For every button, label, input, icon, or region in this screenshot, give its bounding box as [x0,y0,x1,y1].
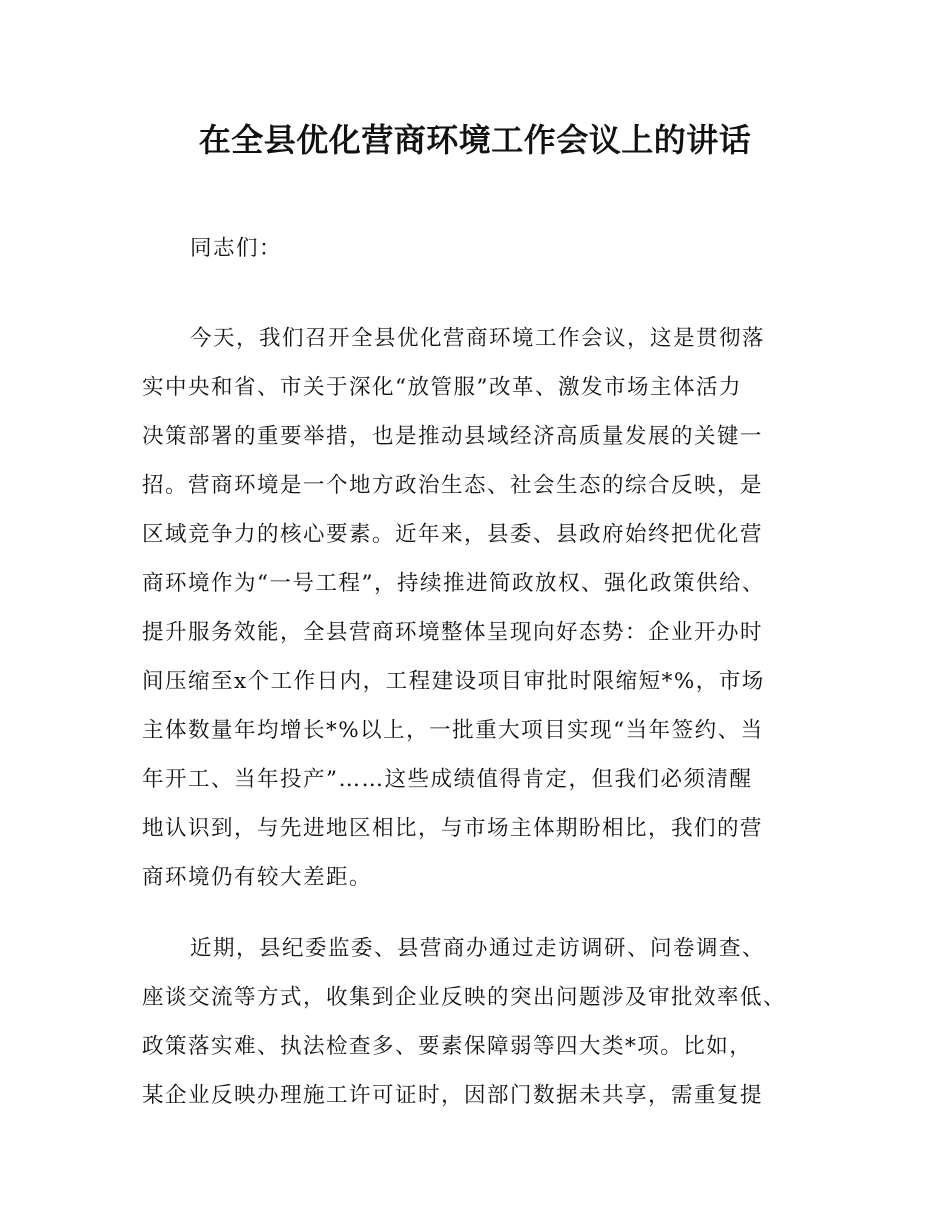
paragraph-2 [142,924,828,1120]
paragraph-line: 实中央和省、市关于深化“放管服”改革、激发市场主体活力 [142,375,742,400]
paragraph-line: 商环境作为“一号工程”，持续推进简政放权、强化政策供给、 [142,571,765,596]
paragraph-line: 间压缩至x个工作日内，工程建设项目审批时限缩短*%，市场 [142,669,765,694]
paragraph-line: 政策落实难、执法检查多、要素保障弱等四大类*项。比如， [142,1034,753,1059]
paragraph-line: 主体数量年均增长*%以上，一批重大项目实现“当年签约、当 [142,718,764,743]
paragraph-line: 地认识到，与先进地区相比，与市场主体期盼相比，我们的营 [142,816,764,841]
paragraph-line: 座谈交流等方式，收集到企业反映的突出问题涉及审批效率低、 [142,985,787,1010]
paragraph-line: 今天，我们召开全县优化营商环境工作会议，这是贯彻落 [190,326,766,351]
paragraph-line: 商环境仍有较大差距。 [142,865,373,890]
paragraph-line: 年开工、当年投产”……这些成绩值得肯定，但我们必须清醒 [142,767,753,792]
paragraph-1 [142,314,828,902]
paragraph-line: 近期，县纪委监委、县营商办通过走访调研、问卷调查、 [190,936,766,961]
paragraph-line: 提升服务效能，全县营商环境整体呈现向好态势：企业开办时 [142,620,764,645]
paragraph-line: 招。营商环境是一个地方政治生态、社会生态的综合反映，是 [142,473,764,498]
greeting [142,224,828,273]
greeting-text: 同志们： [190,236,283,261]
paragraph-line: 区域竞争力的核心要素。近年来，县委、县政府始终把优化营 [142,522,764,547]
paragraph-line: 决策部署的重要举措，也是推动县域经济高质量发展的关键一 [142,424,764,449]
paragraph-line: 某企业反映办理施工许可证时，因部门数据未共享，需重复提 [142,1083,764,1108]
document-title: 在全县优化营商环境工作会议上的讲话 [198,121,752,159]
